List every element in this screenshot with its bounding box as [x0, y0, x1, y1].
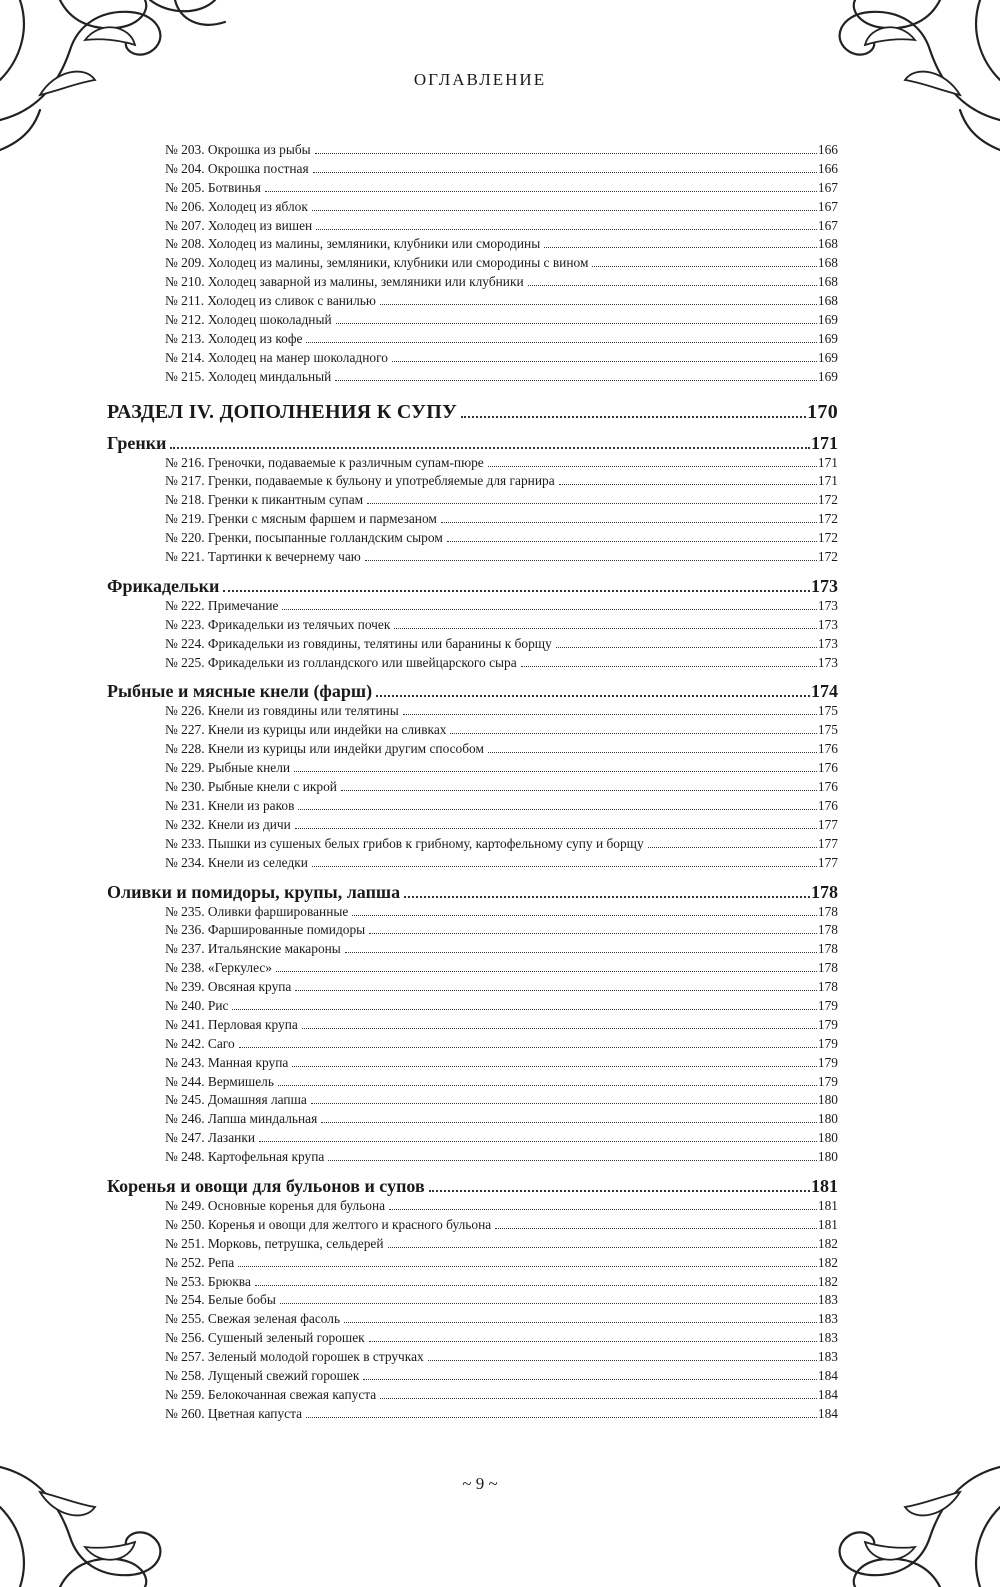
dot-leader: [316, 229, 817, 230]
toc-entry-label: № 216. Греночки, подаваемые к различным супам-пюре: [165, 454, 484, 470]
toc-entry-page: 172: [817, 492, 838, 508]
toc-entry[interactable]: [107, 635, 838, 654]
toc-entry[interactable]: [107, 1197, 838, 1216]
toc-entry-page: 178: [817, 941, 838, 957]
dot-leader: [313, 172, 817, 173]
toc-entry-page: 168: [817, 274, 838, 290]
dot-leader: [369, 933, 817, 934]
toc-entry-page: 168: [817, 293, 838, 309]
toc-entry-page: 173: [817, 654, 838, 670]
dot-leader: [544, 247, 817, 248]
toc-entry-label: № 234. Кнели из селедки: [165, 854, 308, 870]
dot-leader: [495, 1228, 817, 1229]
toc-entry-page: 179: [817, 1016, 838, 1032]
dot-leader: [528, 285, 817, 286]
toc-entry-page: 176: [817, 741, 838, 757]
dot-leader: [294, 771, 817, 772]
dot-leader: [282, 609, 816, 610]
toc-entry-page: 167: [817, 179, 838, 195]
group-heading-page: 173: [811, 575, 838, 596]
group-heading-page: 174: [811, 681, 838, 702]
toc-entry[interactable]: [107, 1054, 838, 1073]
toc-entry[interactable]: [107, 1254, 838, 1273]
toc-entry[interactable]: [107, 1405, 838, 1424]
toc-entry-label: № 227. Кнели из курицы или индейки на сливках: [165, 722, 447, 738]
toc-entry-page: 180: [817, 1149, 838, 1165]
toc-entry-label: № 208. Холодец из малины, земляники, клубники или смородины: [165, 236, 541, 252]
dot-leader: [336, 323, 817, 324]
toc-entry[interactable]: [107, 1348, 838, 1367]
toc-entry-label: № 229. Рыбные кнели: [165, 760, 291, 776]
dot-leader: [306, 1417, 817, 1418]
toc-entry-label: № 247. Лазанки: [165, 1130, 256, 1146]
toc-entry[interactable]: [107, 835, 838, 854]
toc-entry-page: 171: [817, 473, 838, 489]
toc-entry[interactable]: [107, 854, 838, 873]
toc-entry-label: № 244. Вермишель: [165, 1073, 274, 1089]
dot-leader: [344, 1322, 817, 1323]
toc-entry[interactable]: [107, 1235, 838, 1254]
toc-entry[interactable]: [107, 721, 838, 740]
toc-entry-label: № 205. Ботвинья: [165, 179, 261, 195]
toc-entry-page: 166: [817, 142, 838, 157]
toc-entry[interactable]: [107, 1386, 838, 1405]
group-heading-page: 171: [811, 432, 838, 453]
dot-leader: [295, 990, 817, 991]
toc-entry-page: 180: [817, 1130, 838, 1146]
toc-entry[interactable]: [107, 529, 838, 548]
toc-entry[interactable]: [107, 548, 838, 567]
group-heading-page: 178: [811, 881, 838, 902]
dot-leader: [302, 1028, 817, 1029]
toc-entry-page: 169: [817, 312, 838, 328]
dot-leader: [223, 590, 810, 592]
dot-leader: [556, 647, 817, 648]
toc-entry-label: № 203. Окрошка из рыбы: [165, 142, 311, 157]
dot-leader: [341, 790, 817, 791]
toc-entry-label: № 249. Основные коренья для бульона: [165, 1197, 386, 1213]
toc-entry-page: 178: [817, 922, 838, 938]
toc-entry-page: 183: [817, 1311, 838, 1327]
toc-entry-label: № 231. Кнели из раков: [165, 797, 295, 813]
toc-entry[interactable]: [107, 472, 838, 491]
toc-entry[interactable]: [107, 141, 838, 160]
toc-entry-page: 169: [817, 349, 838, 365]
toc-entry-page: 172: [817, 530, 838, 546]
group-heading[interactable]: [107, 433, 838, 454]
toc-entry-page: 169: [817, 330, 838, 346]
group-heading-label: Гренки: [107, 432, 167, 453]
toc-entry-label: № 237. Итальянские макароны: [165, 941, 341, 957]
dot-leader: [276, 971, 817, 972]
toc-entry[interactable]: [107, 179, 838, 198]
toc-entry-label: № 222. Примечание: [165, 597, 279, 613]
toc-entry-page: 176: [817, 760, 838, 776]
dot-leader: [265, 191, 817, 192]
dot-leader: [592, 266, 816, 267]
toc-entry-label: № 224. Фрикадельки из говядины, телятины или баранины к борщу: [165, 635, 552, 651]
toc-entry-page: 182: [817, 1254, 838, 1270]
dot-leader: [306, 342, 816, 343]
dot-leader: [380, 1398, 817, 1399]
toc-entry-page: 181: [817, 1197, 838, 1213]
toc-entry-page: 179: [817, 1054, 838, 1070]
toc-entry-page: 178: [817, 979, 838, 995]
dot-leader: [292, 1066, 817, 1067]
toc-entry-label: № 242. Саго: [165, 1035, 235, 1051]
toc-entry-page: 175: [817, 722, 838, 738]
table-of-contents: [107, 141, 838, 1424]
toc-entry-label: № 243. Манная крупа: [165, 1054, 289, 1070]
toc-entry-label: № 246. Лапша миндальная: [165, 1111, 318, 1127]
dot-leader: [238, 1266, 817, 1267]
toc-entry-page: 173: [817, 616, 838, 632]
corner-ornament: [0, 1417, 230, 1587]
toc-entry-label: № 209. Холодец из малины, земляники, клубники или смородины с вином: [165, 255, 589, 271]
toc-entry[interactable]: [107, 1035, 838, 1054]
toc-entry-label: № 204. Окрошка постная: [165, 160, 309, 176]
toc-entry[interactable]: [107, 740, 838, 759]
dot-leader: [648, 847, 817, 848]
toc-entry-label: № 260. Цветная капуста: [165, 1405, 303, 1421]
section-heading-label: РАЗДЕЛ IV. ДОПОЛНЕНИЯ К СУПУ: [107, 400, 458, 423]
toc-entry[interactable]: [107, 368, 838, 387]
toc-entry-page: 182: [817, 1235, 838, 1251]
toc-entry[interactable]: [107, 1273, 838, 1292]
toc-entry-page: 184: [817, 1367, 838, 1383]
toc-entry[interactable]: [107, 217, 838, 236]
toc-entry[interactable]: [107, 1216, 838, 1235]
toc-entry-page: 177: [817, 816, 838, 832]
toc-entry[interactable]: [107, 160, 838, 179]
page-title: ОГЛАВЛЕНИЕ: [413, 70, 547, 89]
group-heading-page: 181: [811, 1175, 838, 1196]
toc-entry-page: 180: [817, 1092, 838, 1108]
dot-leader: [328, 1160, 817, 1161]
group-heading[interactable]: [107, 681, 838, 702]
toc-entry[interactable]: [107, 654, 838, 673]
toc-entry-label: № 228. Кнели из курицы или индейки другим способом: [165, 741, 484, 757]
toc-entry-label: № 250. Коренья и овощи для желтого и красного бульона: [165, 1216, 492, 1232]
group-heading[interactable]: [107, 1176, 838, 1197]
toc-entry-page: 173: [817, 597, 838, 613]
dot-leader: [321, 1122, 817, 1123]
toc-entry-label: № 241. Перловая крупа: [165, 1016, 298, 1032]
toc-entry[interactable]: [107, 959, 838, 978]
toc-entry-page: 179: [817, 1035, 838, 1051]
toc-entry-label: № 253. Брюква: [165, 1273, 251, 1289]
toc-entry-label: № 258. Лущеный свежий горошек: [165, 1367, 360, 1383]
toc-entry-label: № 236. Фаршированные помидоры: [165, 922, 366, 938]
dot-leader: [352, 915, 817, 916]
dot-leader: [376, 695, 810, 697]
toc-entry-label: № 220. Гренки, посыпанные голландским сыром: [165, 530, 443, 546]
dot-leader: [315, 153, 817, 154]
toc-entry-page: 181: [817, 1216, 838, 1232]
toc-entry-label: № 213. Холодец из кофе: [165, 330, 303, 346]
dot-leader: [232, 1009, 816, 1010]
dot-leader: [441, 522, 817, 523]
toc-entry[interactable]: [107, 349, 838, 368]
dot-leader: [369, 1341, 817, 1342]
toc-entry-page: 178: [817, 960, 838, 976]
toc-entry-label: № 225. Фрикадельки из голландского или швейцарского сыра: [165, 654, 517, 670]
toc-entry-page: 176: [817, 797, 838, 813]
group-heading-label: Коренья и овощи для бульонов и супов: [107, 1175, 425, 1196]
toc-entry-label: № 257. Зеленый молодой горошек в стручках: [165, 1349, 424, 1365]
toc-entry-label: № 248. Картофельная крупа: [165, 1149, 325, 1165]
dot-leader: [312, 210, 817, 211]
toc-entry-page: 168: [817, 255, 838, 271]
dot-leader: [239, 1047, 817, 1048]
toc-entry[interactable]: [107, 1291, 838, 1310]
toc-entry-page: 168: [817, 236, 838, 252]
toc-entry[interactable]: [107, 1073, 838, 1092]
toc-entry[interactable]: [107, 997, 838, 1016]
toc-entry-label: № 245. Домашняя лапша: [165, 1092, 307, 1108]
group-heading[interactable]: [107, 882, 838, 903]
toc-entry[interactable]: [107, 1329, 838, 1348]
dot-leader: [170, 447, 810, 449]
toc-entry-label: № 252. Репа: [165, 1254, 235, 1270]
toc-entry-label: № 218. Гренки к пикантным супам: [165, 492, 364, 508]
dot-leader: [392, 361, 817, 362]
toc-entry-label: № 230. Рыбные кнели с икрой: [165, 779, 337, 795]
toc-entry[interactable]: [107, 311, 838, 330]
dot-leader: [345, 952, 817, 953]
toc-entry-page: 180: [817, 1111, 838, 1127]
toc-entry-page: 172: [817, 511, 838, 527]
toc-entry[interactable]: [107, 1016, 838, 1035]
toc-entry-label: № 207. Холодец из вишен: [165, 217, 313, 233]
page-number: ~ 9 ~: [462, 1474, 498, 1493]
toc-entry[interactable]: [107, 1091, 838, 1110]
toc-entry[interactable]: [107, 778, 838, 797]
toc-entry-label: № 226. Кнели из говядины или телятины: [165, 703, 399, 719]
toc-entry[interactable]: [107, 1367, 838, 1386]
toc-entry-page: 184: [817, 1386, 838, 1402]
toc-entry[interactable]: [107, 292, 838, 311]
toc-entry[interactable]: [107, 940, 838, 959]
dot-leader: [461, 416, 806, 418]
toc-entry[interactable]: [107, 816, 838, 835]
dot-leader: [403, 714, 817, 715]
toc-entry-label: № 221. Тартинки к вечернему чаю: [165, 549, 361, 565]
dot-leader: [259, 1141, 817, 1142]
dot-leader: [380, 304, 817, 305]
dot-leader: [559, 484, 817, 485]
toc-entry-page: 175: [817, 703, 838, 719]
toc-entry-page: 176: [817, 779, 838, 795]
dot-leader: [311, 1103, 817, 1104]
toc-entry-page: 179: [817, 997, 838, 1013]
dot-leader: [388, 1247, 817, 1248]
toc-entry[interactable]: [107, 797, 838, 816]
dot-leader: [365, 560, 817, 561]
toc-entry-label: № 232. Кнели из дичи: [165, 816, 291, 832]
toc-entry[interactable]: [107, 597, 838, 616]
toc-entry-page: 182: [817, 1273, 838, 1289]
corner-ornament: [770, 1417, 1000, 1587]
toc-entry-page: 178: [817, 903, 838, 919]
toc-entry[interactable]: [107, 702, 838, 721]
toc-entry-label: № 255. Свежая зеленая фасоль: [165, 1311, 341, 1327]
dot-leader: [335, 380, 817, 381]
toc-entry-page: 183: [817, 1292, 838, 1308]
section-heading[interactable]: [107, 400, 838, 424]
toc-entry[interactable]: [107, 1110, 838, 1129]
toc-entry-label: № 238. «Геркулес»: [165, 960, 272, 976]
toc-entry-label: № 256. Сушеный зеленый горошек: [165, 1330, 365, 1346]
toc-entry[interactable]: [107, 235, 838, 254]
dot-leader: [389, 1209, 817, 1210]
toc-entry[interactable]: [107, 921, 838, 940]
dot-leader: [295, 828, 817, 829]
toc-entry-page: 177: [817, 854, 838, 870]
toc-entry-label: № 210. Холодец заварной из малины, земляники или клубники: [165, 274, 524, 290]
dot-leader: [521, 666, 817, 667]
dot-leader: [488, 752, 817, 753]
toc-entry-label: № 251. Морковь, петрушка, сельдерей: [165, 1235, 384, 1251]
section-heading-page: 170: [807, 400, 838, 423]
toc-entry-label: № 214. Холодец на манер шоколадного: [165, 349, 388, 365]
toc-entry[interactable]: [107, 330, 838, 349]
toc-entry[interactable]: [107, 273, 838, 292]
toc-entry-label: № 235. Оливки фаршированные: [165, 903, 349, 919]
dot-leader: [255, 1285, 817, 1286]
toc-entry-page: 167: [817, 217, 838, 233]
toc-entry-label: № 233. Пышки из сушеных белых грибов к грибному, картофельному супу и борщу: [165, 835, 644, 851]
dot-leader: [404, 896, 810, 898]
toc-entry-label: № 217. Гренки, подаваемые к бульону и употребляемые для гарнира: [165, 473, 555, 489]
dot-leader: [488, 466, 817, 467]
toc-entry-page: 173: [817, 635, 838, 651]
toc-entry-label: № 219. Гренки с мясным фаршем и пармезаном: [165, 511, 437, 527]
toc-entry-label: № 239. Овсяная крупа: [165, 979, 292, 995]
toc-entry-page: 183: [817, 1330, 838, 1346]
toc-entry[interactable]: [107, 1148, 838, 1167]
toc-entry[interactable]: [107, 510, 838, 529]
dot-leader: [278, 1085, 817, 1086]
toc-entry[interactable]: [107, 198, 838, 217]
toc-entry[interactable]: [107, 903, 838, 922]
toc-entry-page: 184: [817, 1405, 838, 1421]
toc-entry-page: 179: [817, 1073, 838, 1089]
dot-leader: [429, 1190, 810, 1192]
toc-entry-page: 169: [817, 368, 838, 384]
toc-entry-label: № 215. Холодец миндальный: [165, 368, 332, 384]
dot-leader: [367, 503, 817, 504]
toc-entry-page: 171: [817, 454, 838, 470]
dot-leader: [394, 628, 817, 629]
toc-entry[interactable]: [107, 759, 838, 778]
toc-entry[interactable]: [107, 616, 838, 635]
toc-entry-label: № 212. Холодец шоколадный: [165, 312, 332, 328]
group-heading-label: Фрикадельки: [107, 575, 220, 596]
dot-leader: [298, 809, 816, 810]
toc-entry[interactable]: [107, 454, 838, 473]
dot-leader: [428, 1360, 817, 1361]
toc-entry-label: № 240. Рис: [165, 997, 229, 1013]
toc-entry-label: № 211. Холодец из сливок с ванилью: [165, 293, 376, 309]
toc-entry-page: 177: [817, 835, 838, 851]
toc-entry-label: № 223. Фрикадельки из телячьих почек: [165, 616, 391, 632]
toc-entry-page: 166: [817, 160, 838, 176]
dot-leader: [363, 1379, 817, 1380]
toc-entry[interactable]: [107, 978, 838, 997]
toc-entry-page: 167: [817, 198, 838, 214]
group-heading-label: Рыбные и мясные кнели (фарш): [107, 681, 373, 702]
dot-leader: [450, 733, 816, 734]
dot-leader: [447, 541, 817, 542]
toc-entry[interactable]: [107, 1129, 838, 1148]
group-heading[interactable]: [107, 576, 838, 597]
dot-leader: [312, 866, 817, 867]
toc-entry-page: 172: [817, 549, 838, 565]
toc-entry[interactable]: [107, 1310, 838, 1329]
group-heading-label: Оливки и помидоры, крупы, лапша: [107, 881, 401, 902]
toc-entry[interactable]: [107, 254, 838, 273]
dot-leader: [280, 1303, 817, 1304]
toc-entry-label: № 254. Белые бобы: [165, 1292, 276, 1308]
toc-entry-label: № 206. Холодец из яблок: [165, 198, 308, 214]
toc-entry[interactable]: [107, 491, 838, 510]
toc-entry-page: 183: [817, 1349, 838, 1365]
toc-entry-label: № 259. Белокочанная свежая капуста: [165, 1386, 377, 1402]
